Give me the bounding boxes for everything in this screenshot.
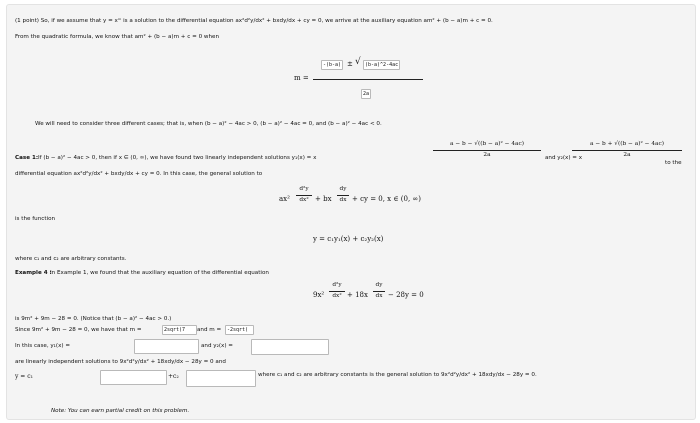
display-eq-num2: dy bbox=[339, 186, 347, 192]
and-m-label: and m = bbox=[197, 327, 222, 333]
y2-answer-input[interactable] bbox=[251, 339, 329, 355]
display-eq-bar2 bbox=[337, 195, 349, 196]
display-eq-rest: + cy = 0, x ∈ (0, ∞) bbox=[352, 195, 421, 203]
display-eq-ax2: ax² bbox=[279, 195, 290, 203]
m2-input[interactable]: -2sqrt( bbox=[225, 325, 254, 335]
general-solution: y = c₁y₁(x) + c₂y₂(x) bbox=[313, 235, 384, 243]
example-eq-den2: dx bbox=[375, 293, 383, 299]
case1-exponent1-denominator: 2a bbox=[483, 152, 491, 158]
cases-intro: We will need to consider three different cases; that is, when (b − a)² − 4ac > 0, (b − a)² − 4ac = 0, and (b − a)² − 4ac < 0. bbox=[35, 121, 382, 127]
plus-c2: +c₂ bbox=[168, 373, 179, 380]
and-y2-label: and y₂(x) = bbox=[201, 343, 233, 349]
intro-line-1: (1 point) So, if we assume that y = xᵐ is a solution to the differential equation ax²d²y/dx² + bxdy/dx + cy = 0, we arrive at the auxiliary equation am² + (b − a)m + c = 0. bbox=[15, 18, 493, 24]
case1-exponent2-denominator: 2a bbox=[623, 152, 631, 158]
partial-credit-note: Note: You can earn partial credit on this problem. bbox=[51, 408, 190, 414]
aux-equation-line: is 9m² + 9m − 28 = 0. (Notice that (b − a)² − 4ac > 0.) bbox=[15, 316, 172, 322]
case1-exponent2-bar bbox=[572, 150, 682, 151]
example-text: In Example 1, we found that the auxiliary equation of the differential equation bbox=[50, 270, 269, 276]
display-eq-bx: + bx bbox=[315, 195, 332, 203]
m1-input[interactable]: 2sqrt(7 bbox=[162, 325, 197, 335]
display-eq-num1: d²y bbox=[299, 186, 309, 192]
in-this-case-label: In this case, y₁(x) = bbox=[15, 343, 71, 349]
example-eq-9x2: 9x² bbox=[313, 291, 325, 299]
example-label: Example 4 : bbox=[15, 270, 52, 276]
plus-minus-sign: ± bbox=[347, 60, 353, 68]
example-eq-num2: dy bbox=[375, 282, 383, 288]
where-constants: where c₁ and c₂ are arbitrary constants. bbox=[15, 256, 127, 262]
m-equals: m = bbox=[294, 74, 309, 82]
sqrt-icon: √ bbox=[355, 57, 361, 67]
example-eq-rest: − 28y = 0 bbox=[388, 291, 424, 299]
where-general-solution: where c₁ and c₂ are arbitrary constants is the general solution to 9x²d²y/dx² + 18xdy/dx − 28y = 0. bbox=[258, 372, 537, 378]
discriminant-input[interactable]: (b-a)^2-4ac bbox=[365, 62, 399, 68]
example-eq-den1: dx² bbox=[332, 293, 342, 299]
case1-and-y2: and y₂(x) = x bbox=[545, 155, 583, 161]
y1-answer-input[interactable] bbox=[134, 339, 199, 354]
case1-to-the: to the bbox=[665, 160, 682, 166]
neg-b-minus-a-input[interactable]: -(b-a) bbox=[323, 62, 342, 68]
case1-label: Case 1: bbox=[15, 155, 39, 161]
linearly-independent-line: are linearly independent solutions to 9x²d²y/dx² + 18xdy/dx − 28y = 0 and bbox=[15, 359, 226, 365]
problem-card bbox=[6, 4, 696, 420]
display-eq-den1: dx² bbox=[299, 197, 309, 203]
denominator-input[interactable]: 2a bbox=[363, 91, 370, 97]
case1-line2: differential equation ax²d²y/dx² + bxdy/dx + cy = 0. In this case, the general solution to bbox=[15, 171, 263, 177]
example-eq-bar1 bbox=[329, 291, 345, 292]
case1-exponent2-numerator: a − b + √((b − a)² − 4ac) bbox=[590, 141, 664, 147]
example-eq-18x: + 18x bbox=[347, 291, 368, 299]
display-eq-bar1 bbox=[296, 195, 312, 196]
case1-line1: If (b − a)² − 4ac > 0, then if x ∈ (0, ∞), we have found two linearly independent solutions y₁(x) = x bbox=[38, 155, 317, 161]
display-eq-den2: dx bbox=[339, 197, 347, 203]
is-the-function: is the function bbox=[15, 216, 56, 222]
case1-exponent1-numerator: a − b − √((b − a)² − 4ac) bbox=[450, 141, 524, 147]
example-eq-bar2 bbox=[373, 291, 385, 292]
c1-term-input[interactable] bbox=[100, 370, 167, 385]
intro-line-2: From the quadratic formula, we know that am² + (b − a)m + c = 0 when bbox=[15, 34, 220, 40]
formula-fraction-bar bbox=[313, 79, 423, 80]
since-line: Since 9m² + 9m − 28 = 0, we have that m = bbox=[15, 327, 142, 333]
case1-exponent1-bar bbox=[433, 150, 541, 151]
y-equals-c1: y = c₁ bbox=[15, 373, 33, 380]
c2-term-input[interactable] bbox=[186, 370, 256, 387]
example-eq-num1: d²y bbox=[332, 282, 342, 288]
